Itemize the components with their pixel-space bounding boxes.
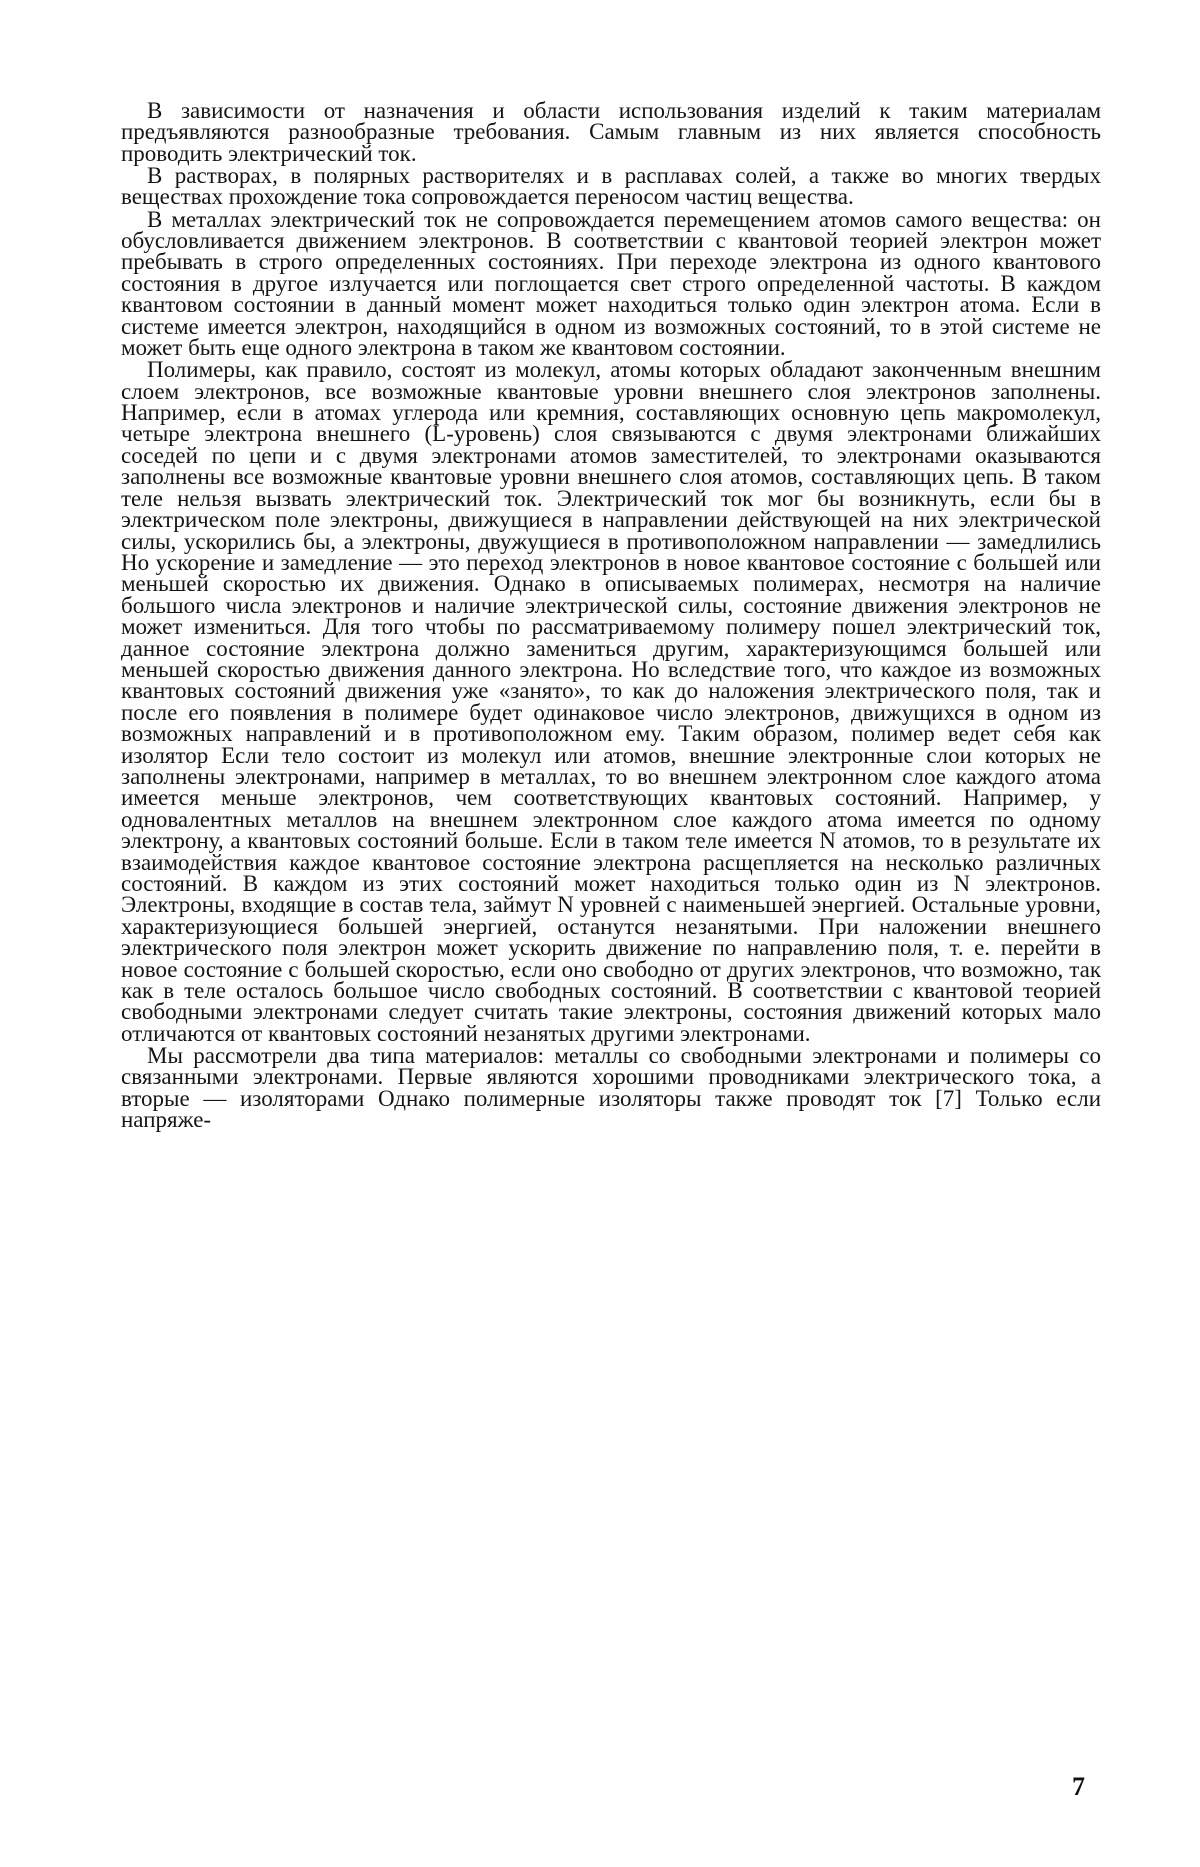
page-number: 7 <box>1072 1772 1112 1802</box>
paragraph-5: Мы рассмотрели два типа материалов: металлы со свободными электронами и полимеры со связанными электронами. Первые являются хорошими проводниками электрического тока, а вторые — изоляторами Однако полимерные изоляторы также проводят ток [7] Только если напряже- <box>121 1045 1101 1131</box>
paragraph-2: В растворах, в полярных растворителях и в расплавах солей, а также во многих твердых веществах прохождение тока сопровождается переносом частиц вещества. <box>121 165 1101 209</box>
paragraph-4: Полимеры, как правило, состоят из молекул, атомы которых обладают законченным внешним слоем электронов, все возможные квантовые уровни внешнего слоя электронов заполнены. Например, если в атомах углерода или кремния, составляющих основную цепь макромолекул, четыре электрона внешнего (L-уровень) слоя связываются с двумя электронами ближайших соседей по цепи и с двумя электронами атомов заместителей, то электронами оказываются заполнены все возможные квантовые уровни внешнего слоя атомов, составляющих цепь. В таком теле нельзя вызвать электрический ток. Электрический ток мог бы возникнуть, если бы в электрическом поле электроны, движущиеся в направлении действующей на них электрической силы, ускорились бы, а электроны, двужущиеся в противоположном направлении — замедлились Но ускорение и замедление — это переход электронов в новое квантовое состояние с большей или меньшей скоростью их движения. Однако в описываемых полимерах, несмотря на наличие большого числа электронов и наличие электрической силы, состояние движения электронов не может измениться. Для того чтобы по рассматриваемому полимеру пошел электрический ток, данное состояние электрона должно замениться другим, характеризующимся большей или меньшей скоростью движения данного электрона. Но вследствие того, что каждое из возможных квантовых состояний движения уже «занято», то как до наложения электрического поля, так и после его появления в полимере будет одинаковое число электронов, движущихся в одном из возможных направлений и в противоположном ему. Таким образом, полимер ведет себя как изолятор Если тело состоит из молекул или атомов, внешние электронные слои которых не заполнены электронами, например в металлах, то во внешнем электронном слое каждого атома имеется меньше электронов, чем соответствующих квантовых состояний. Например, у одновалентных металлов на внешнем электронном слое каждого атома имеется по одному электрону, а квантовых состояний больше. Если в таком теле имеется N атомов, то в результате их взаимодействия каждое квантовое состояние электрона расщепляется на несколько различных состояний. В каждом из этих состояний может находиться только один из N электронов. Электроны, входящие в состав тела, займут N уровней с наименьшей энергией. Остальные уровни, характеризующиеся большей энергией, останутся незанятыми. При наложении внешнего электрического поля электрон может ускорить движение по направлению поля, т. е. перейти в новое состояние с большей скоростью, если оно свободно от других электронов, что возможно, так как в теле осталось большое число свободных состояний. В соответствии с квантовой теорией свободными электронами следует считать такие электроны, состояния движений которых мало отличаются от квантовых состояний незанятых другими электронами. <box>121 359 1101 1045</box>
paragraph-3: В металлах электрический ток не сопровождается перемещением атомов самого вещества: он обусловливается движением электронов. В соответствии с квантовой теорией электрон может пребывать в строго определенных состояниях. При переходе электрона из одного квантового состояния в другое излучается или поглощается свет строго определенной частоты. В каждом квантовом состоянии в данный момент может находиться только один электрон атома. Если в системе имеется электрон, находящийся в одном из возможных состояний, то в этой системе не может быть еще одного электрона в таком же квантовом состоянии. <box>121 209 1101 360</box>
document-page <box>0 0 1200 1867</box>
paragraph-1: В зависимости от назначения и области использования изделий к таким материалам предъявляются разнообразные требования. Самым главным из них является способность проводить электрический ток. <box>121 100 1101 165</box>
body-text <box>121 100 1101 1131</box>
